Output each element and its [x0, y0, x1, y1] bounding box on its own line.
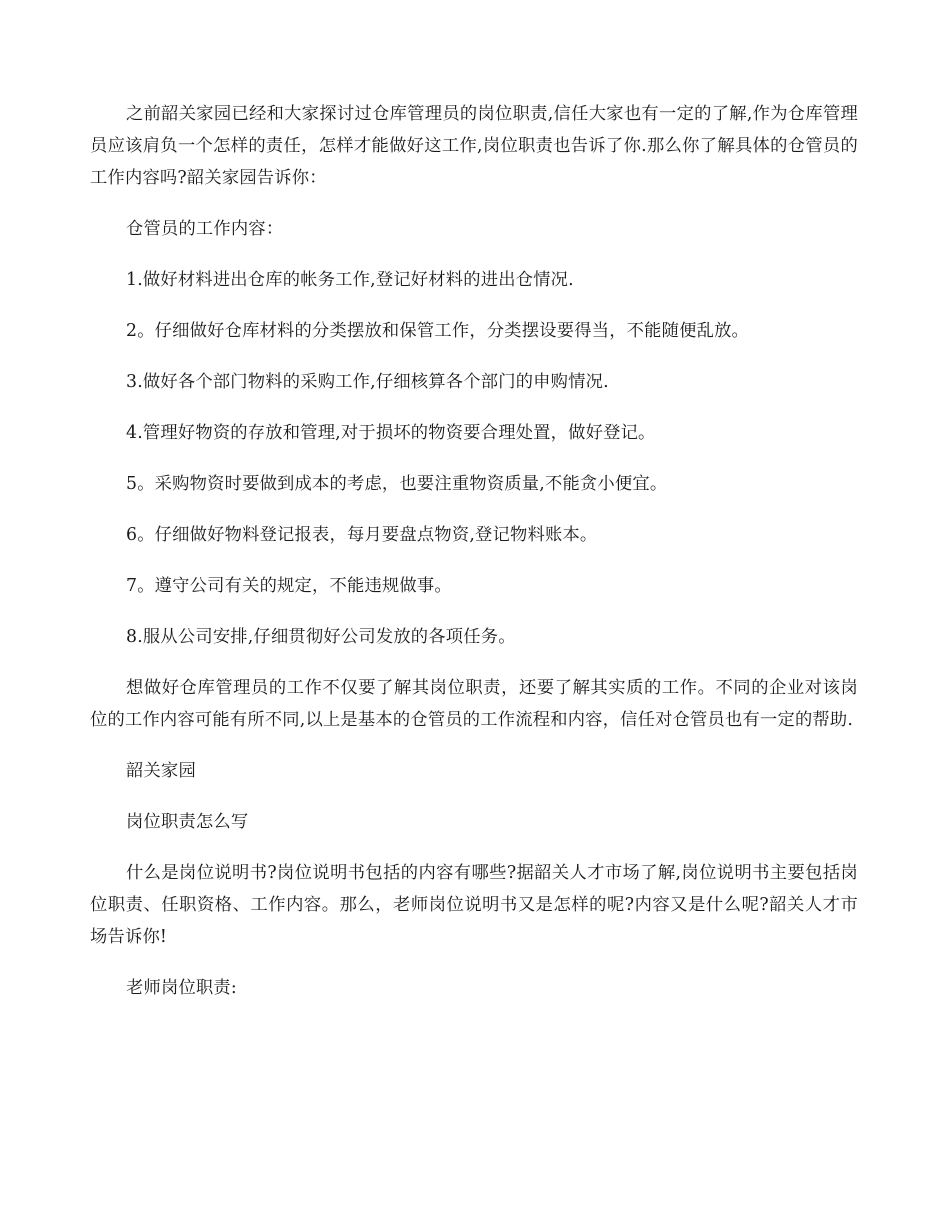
list-item-2: 2。仔细做好仓库材料的分类摆放和保管工作，分类摆设要得当，不能随便乱放。 — [126, 321, 750, 341]
list-item-5: 5。采购物资时要做到成本的考虑，也要注重物资质量,不能贪小便宜。 — [126, 474, 668, 494]
source-label: 韶关家园 — [126, 761, 196, 781]
job-description-paragraph: 什么是岗位说明书?岗位说明书包括的内容有哪些?据韶关人才市场了解,岗位说明书主要包括岗位职责、任职资格、工作内容。那么，老师岗位说明书又是怎样的呢?内容又是什么呢?韶关人才市场告诉你! — [90, 863, 858, 947]
list-item-3: 3.做好各个部门物料的采购工作,仔细核算各个部门的申购情况. — [126, 372, 609, 392]
section-heading-how-to-write: 岗位职责怎么写 — [126, 812, 249, 832]
list-item-8: 8.服从公司安排,仔细贯彻好公司发放的各项任务。 — [126, 627, 516, 647]
list-item-7: 7。遵守公司有关的规定，不能违规做事。 — [126, 576, 452, 596]
list-item-6: 6。仔细做好物料登记报表，每月要盘点物资,登记物料账本。 — [126, 525, 598, 545]
list-item-4: 4.管理好物资的存放和管理,对于损坏的物资要合理处置，做好登记。 — [126, 423, 656, 443]
section-heading-work-content: 仓管员的工作内容： — [126, 219, 284, 239]
section-heading-teacher-duties: 老师岗位职责: — [126, 978, 237, 998]
summary-paragraph: 想做好仓库管理员的工作不仅要了解其岗位职责，还要了解其实质的工作。不同的企业对该岗位的工作内容可能有所不同,以上是基本的仓管员的工作流程和内容，信任对仓管员也有一定的帮助. — [90, 678, 858, 730]
intro-paragraph: 之前韶关家园已经和大家探讨过仓库管理员的岗位职责,信任大家也有一定的了解,作为仓库管理员应该肩负一个怎样的责任，怎样才能做好这工作,岗位职责也告诉了你.那么你了解具体的仓管员的工作内容吗?韶关家园告诉你： — [90, 104, 858, 188]
list-item-1: 1.做好材料进出仓库的帐务工作,登记好材料的进出仓情况. — [126, 270, 574, 290]
